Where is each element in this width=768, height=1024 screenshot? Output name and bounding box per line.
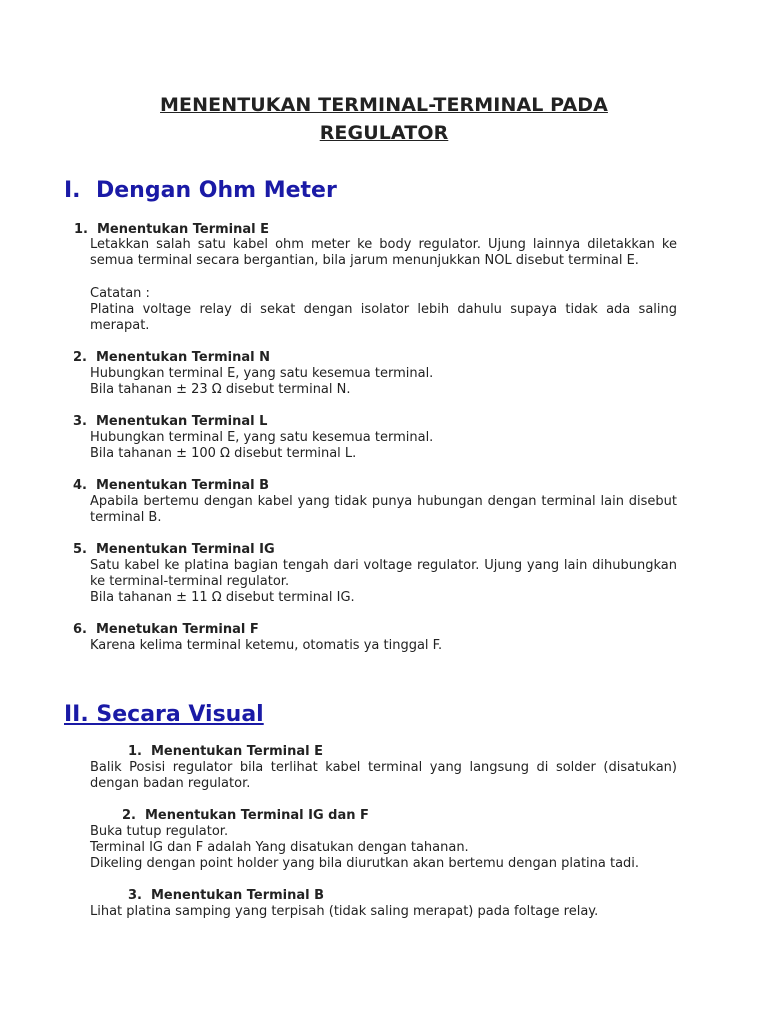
s1-item-5-heading: [73, 542, 275, 558]
s2-item-2-heading: [122, 808, 369, 824]
s1-item-5-number: 5.: [73, 542, 87, 557]
s1-item-5-text: Satu kabel ke platina bagian tengah dari voltage regulator. Ujung yang lain dihubungkan ke terminal-terminal regulator.: [90, 558, 677, 589]
section-2-heading: II. Secara Visual: [64, 702, 264, 727]
s1-item-3-number: 3.: [73, 414, 87, 429]
s1-item-1-heading: [74, 222, 269, 238]
s1-item-3-line-2: Bila tahanan ± 100 Ω disebut terminal L.: [90, 446, 357, 461]
s1-item-5-title: Menentukan Terminal IG: [96, 542, 275, 557]
s1-item-6-line-1: Karena kelima terminal ketemu, otomatis ya tinggal F.: [90, 638, 443, 653]
section-1-heading: [64, 178, 337, 203]
s1-item-4-number: 4.: [73, 478, 87, 493]
section-1-title: Dengan Ohm Meter: [96, 178, 337, 203]
document-title-line-2: REGULATOR: [319, 122, 449, 144]
s1-item-1-number: 1.: [74, 222, 88, 237]
s1-item-2-line-2: Bila tahanan ± 23 Ω disebut terminal N.: [90, 382, 351, 397]
s2-item-3-line-1: Lihat platina samping yang terpisah (tidak saling merapat) pada foltage relay.: [90, 904, 599, 919]
s2-item-1-heading: [128, 744, 323, 760]
s2-item-3-number: 3.: [128, 888, 142, 903]
s2-item-1-text: Balik Posisi regulator bila terlihat kabel terminal yang langsung di solder (disatukan) dengan badan regulator.: [90, 760, 677, 791]
document-title-line-1: MENENTUKAN TERMINAL-TERMINAL PADA: [160, 94, 608, 116]
s1-item-5-line-2: Bila tahanan ± 11 Ω disebut terminal IG.: [90, 590, 355, 605]
s1-item-4-heading: [73, 478, 269, 494]
s1-item-4-title: Menentukan Terminal B: [96, 478, 270, 493]
s1-item-6-title: Menetukan Terminal F: [96, 622, 259, 637]
s1-item-3-title: Menentukan Terminal L: [96, 414, 268, 429]
s2-item-2-line-2: Terminal IG dan F adalah Yang disatukan dengan tahanan.: [90, 840, 469, 855]
section-1-number: I.: [64, 178, 81, 203]
s2-item-3-title: Menentukan Terminal B: [151, 888, 325, 903]
s1-item-2-heading: [73, 350, 270, 366]
s1-item-1-note-label: Catatan :: [90, 286, 150, 301]
s1-item-3-heading: [73, 414, 267, 430]
s2-item-3-heading: [128, 888, 324, 904]
s1-item-2-title: Menentukan Terminal N: [96, 350, 271, 365]
s1-item-6-heading: [73, 622, 259, 638]
s1-item-1-title: Menentukan Terminal E: [97, 222, 270, 237]
s2-item-2-line-1: Buka tutup regulator.: [90, 824, 229, 839]
s2-item-2-title: Menentukan Terminal IG dan F: [145, 808, 369, 823]
s1-item-6-number: 6.: [73, 622, 87, 637]
s1-item-4-text: Apabila bertemu dengan kabel yang tidak punya hubungan dengan terminal lain disebut terminal B.: [90, 494, 677, 525]
s2-item-2-line-3: Dikeling dengan point holder yang bila diurutkan akan bertemu dengan platina tadi.: [90, 856, 640, 871]
s1-item-3-line-1: Hubungkan terminal E, yang satu kesemua terminal.: [90, 430, 434, 445]
s1-item-2-line-1: Hubungkan terminal E, yang satu kesemua terminal.: [90, 366, 434, 381]
s2-item-1-number: 1.: [128, 744, 142, 759]
s1-item-1-note-text: Platina voltage relay di sekat dengan isolator lebih dahulu supaya tidak ada saling merapat.: [90, 302, 677, 333]
s2-item-1-title: Menentukan Terminal E: [151, 744, 324, 759]
s1-item-1-text: Letakkan salah satu kabel ohm meter ke body regulator. Ujung lainnya diletakkan ke semua terminal secara bergantian, bila jarum menunjukkan NOL disebut terminal E.: [90, 237, 677, 268]
s2-item-2-number: 2.: [122, 808, 136, 823]
s1-item-2-number: 2.: [73, 350, 87, 365]
